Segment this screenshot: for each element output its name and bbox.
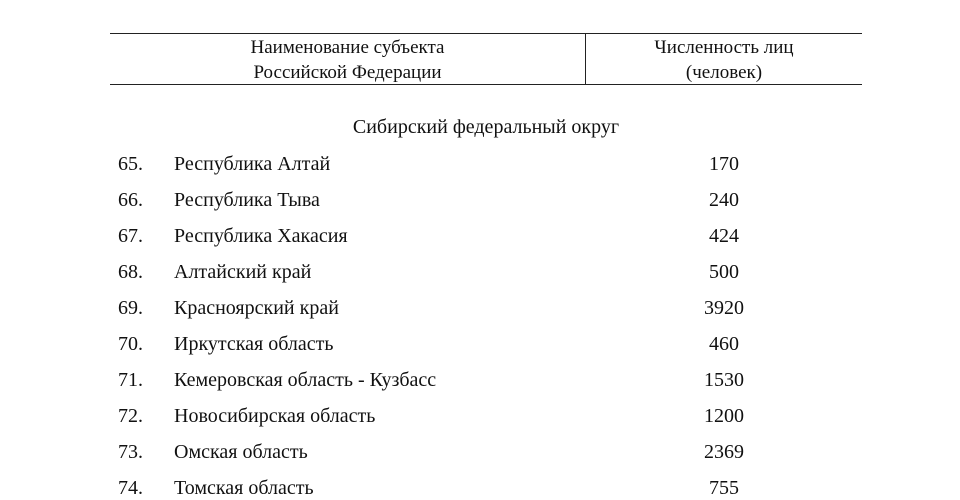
row-person-count: 460 [709, 333, 739, 355]
row-person-count: 500 [709, 261, 739, 283]
table-row [0, 182, 960, 218]
row-number: 65. [118, 153, 143, 175]
column-header-subject-name-line1: Наименование субъекта [250, 37, 445, 58]
row-subject-name: Иркутская область [174, 333, 334, 355]
row-number: 69. [118, 297, 143, 319]
row-number: 68. [118, 261, 143, 283]
row-person-count: 170 [709, 153, 739, 175]
row-person-count: 1200 [704, 405, 744, 427]
section-title-text: Сибирский федеральный округ [352, 116, 620, 138]
column-header-person-count [586, 35, 862, 85]
table-row [0, 434, 960, 470]
row-number: 74. [118, 477, 143, 499]
row-person-count: 3920 [704, 297, 744, 319]
column-header-person-count-line1: Численность лиц [654, 37, 794, 58]
row-number: 66. [118, 189, 143, 211]
table-row [0, 254, 960, 290]
row-subject-name: Кемеровская область - Кузбасс [174, 369, 437, 391]
row-subject-name: Алтайский край [174, 261, 312, 283]
column-header-subject-name [110, 35, 585, 85]
table-row [0, 398, 960, 434]
section-title [0, 114, 960, 140]
row-person-count: 1530 [704, 369, 744, 391]
column-header-person-count-line2: (человек) [685, 62, 763, 83]
row-subject-name: Республика Алтай [174, 153, 331, 175]
row-subject-name: Красноярский край [174, 297, 339, 319]
row-number: 71. [118, 369, 143, 391]
table-body [0, 146, 960, 500]
row-person-count: 424 [709, 225, 739, 247]
table-row [0, 362, 960, 398]
row-subject-name: Новосибирская область [174, 405, 376, 427]
row-subject-name: Омская область [174, 441, 308, 463]
row-number: 72. [118, 405, 143, 427]
row-number: 67. [118, 225, 143, 247]
table-row [0, 146, 960, 182]
row-subject-name: Республика Тыва [174, 189, 320, 211]
row-number: 73. [118, 441, 143, 463]
table-row [0, 218, 960, 254]
row-person-count: 240 [709, 189, 739, 211]
row-person-count: 755 [709, 477, 739, 499]
table-row [0, 326, 960, 362]
row-number: 70. [118, 333, 143, 355]
table-row [0, 470, 960, 500]
row-subject-name: Томская область [174, 477, 314, 499]
column-header-subject-name-line2: Российской Федерации [253, 62, 442, 83]
row-subject-name: Республика Хакасия [174, 225, 348, 247]
table-row [0, 290, 960, 326]
row-person-count: 2369 [704, 441, 744, 463]
table-top-rule [110, 33, 862, 34]
